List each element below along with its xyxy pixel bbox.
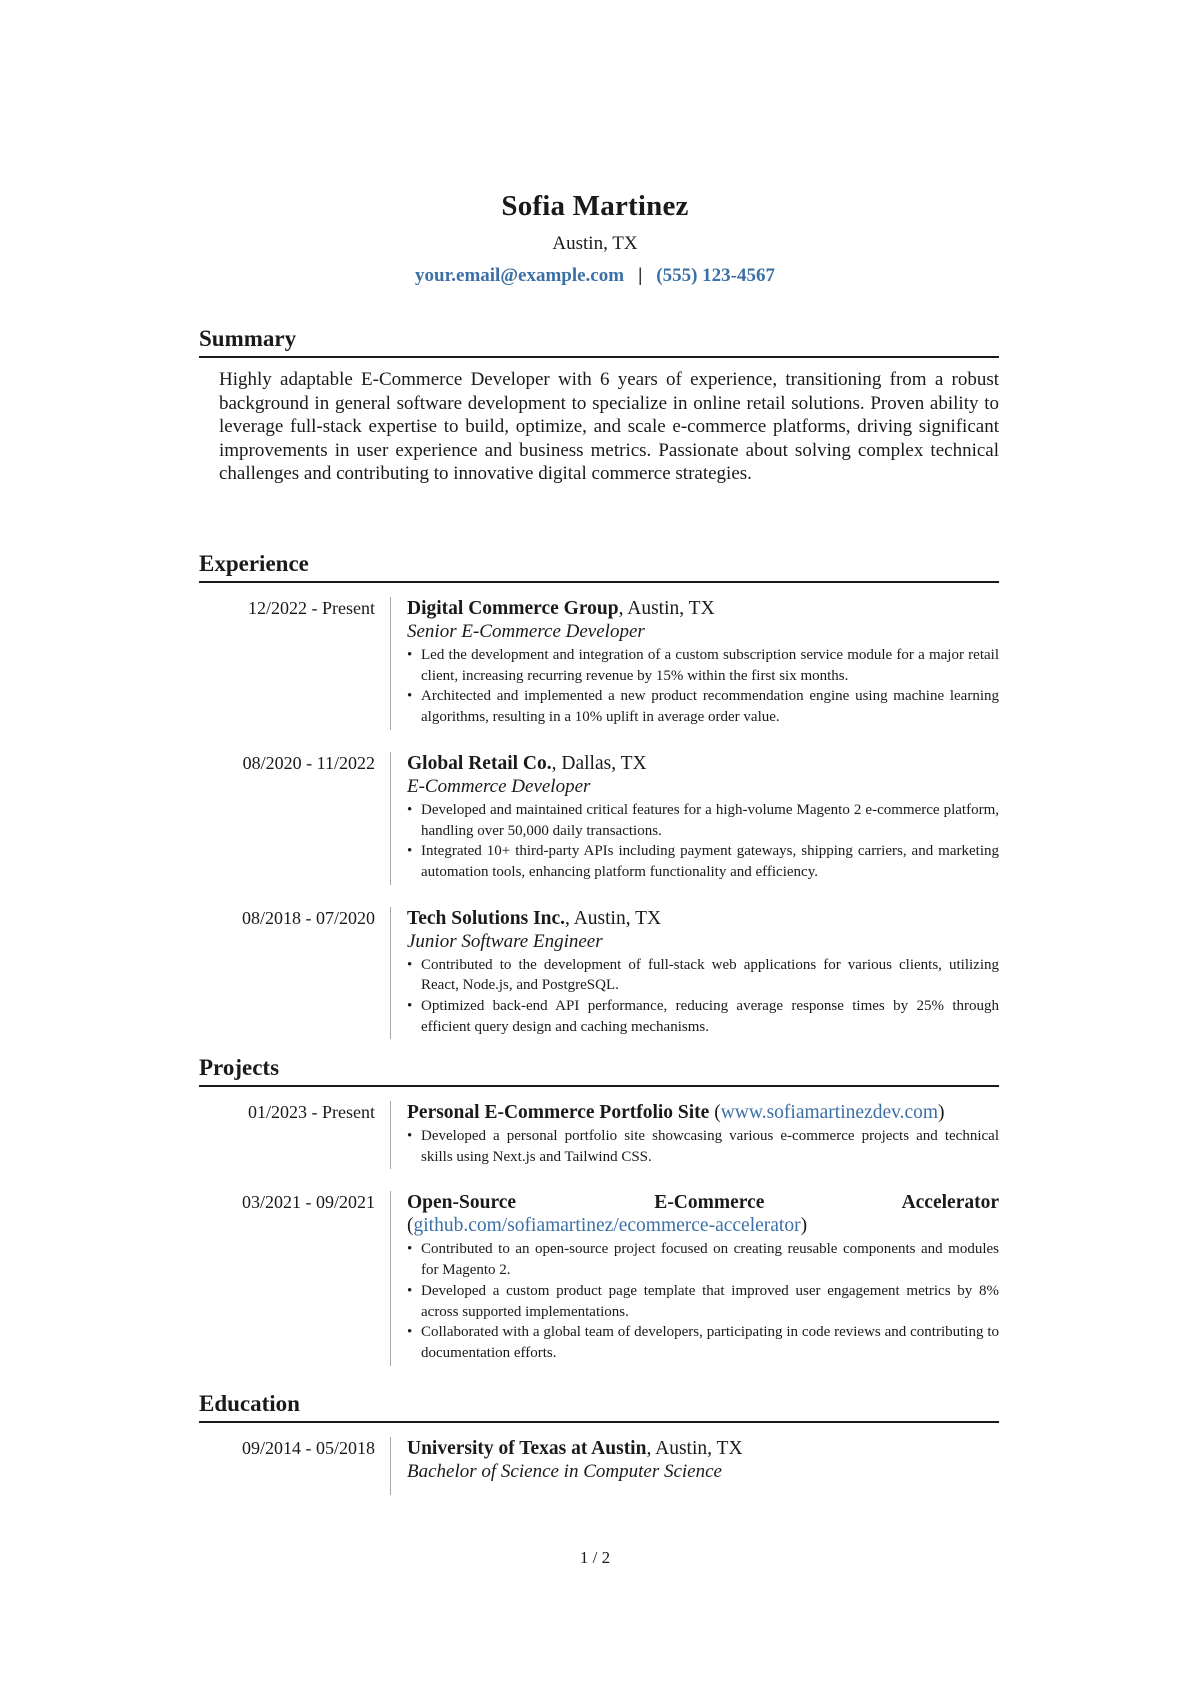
bullet-item: • Developed and maintained critical features for a high-volume Magento 2 e-commerce platform, handling over 50,000 daily transactions.: [407, 800, 999, 841]
job-title: Senior E-Commerce Developer: [407, 621, 645, 642]
resume-header: [0, 190, 1190, 287]
entry-date: 01/2023 - Present: [248, 1102, 375, 1122]
bullet-item: • Collaborated with a global team of developers, participating in code reviews and contributing to documentation efforts.: [407, 1322, 999, 1363]
company-name: Tech Solutions Inc.: [407, 907, 566, 929]
candidate-name: Sofia Martinez: [501, 190, 689, 222]
experience-entry: [199, 752, 999, 885]
company-name: Digital Commerce Group: [407, 598, 619, 619]
bullet-list: [407, 645, 999, 728]
entry-body: [390, 1437, 999, 1495]
project-heading: Open-Source E-Commerce Accelerator (github.com/sofiamartinez/ecommerce-accelerator): [407, 1192, 999, 1237]
bullet-item: • Developed a personal portfolio site showcasing various e-commerce projects and technical skills using Next.js and Tailwind CSS.: [407, 1126, 999, 1167]
bullet-item: • Integrated 10+ third-party APIs including payment gateways, shipping carriers, and marketing automation tools, enhancing platform functionality and efficiency.: [407, 841, 999, 882]
education-section: [199, 1391, 999, 1495]
candidate-location: Austin, TX: [552, 233, 638, 254]
page-number: 1 / 2: [579, 1548, 611, 1567]
contact-line: [0, 265, 1190, 287]
entry-org: [407, 1437, 999, 1460]
entry-date: 12/2022 - Present: [248, 598, 375, 618]
entry-date: 03/2021 - 09/2021: [242, 1192, 375, 1213]
entry-body: [390, 1101, 999, 1169]
degree: Bachelor of Science in Computer Science: [407, 1461, 722, 1482]
school-location: , Austin, TX: [646, 1438, 743, 1459]
bullet-list: [407, 1239, 999, 1363]
entry-body: [390, 1191, 999, 1365]
entry-date: 08/2018 - 07/2020: [242, 907, 375, 928]
experience-section: [199, 551, 999, 1039]
experience-entry: [199, 597, 999, 730]
section-title-experience: Experience: [199, 551, 999, 583]
entry-org: [407, 597, 999, 620]
project-link[interactable]: github.com/sofiamartinez/ecommerce-accelerator: [413, 1215, 801, 1237]
company-name: Global Retail Co.: [407, 752, 552, 774]
experience-entry: [199, 907, 999, 1040]
bullet-list: [407, 1126, 999, 1167]
phone-link[interactable]: (555) 123-4567: [656, 265, 775, 286]
bullet-item: • Contributed to an open-source project focused on creating reusable components and modules for Magento 2.: [407, 1239, 999, 1280]
bullet-item: • Developed a custom product page template that improved user engagement metrics by 8% across supported implementations.: [407, 1281, 999, 1322]
project-heading: Personal E-Commerce Portfolio Site (www.sofiamartinezdev.com): [407, 1102, 945, 1123]
bullet-list: [407, 955, 999, 1038]
project-link[interactable]: www.sofiamartinezdev.com: [720, 1102, 939, 1123]
contact-separator: |: [638, 265, 643, 286]
bullet-list: [407, 800, 999, 883]
school-name: University of Texas at Austin: [407, 1438, 647, 1459]
email-link[interactable]: your.email@example.com: [415, 265, 625, 286]
summary-text: Highly adaptable E-Commerce Developer with 6 years of experience, transitioning from a robust background in general software development to specialize in online retail solutions. Proven ability to leverage full-stack expertise to build, optimize, and scale e-commerce platforms, driving significant improvements in user experience and business metrics. Passionate about solving complex technical challenges and contributing to innovative digital commerce strategies.: [219, 369, 999, 485]
section-title-summary: Summary: [199, 326, 999, 358]
bullet-item: • Led the development and integration of a custom subscription service module for a major retail client, increasing recurring revenue by 15% within the first six months.: [407, 645, 999, 686]
job-title: E-Commerce Developer: [407, 775, 591, 797]
project-name: Open-Source E-Commerce Accelerator: [407, 1192, 999, 1214]
entry-date: 09/2014 - 05/2018: [242, 1438, 375, 1458]
section-title-projects: Projects: [199, 1055, 999, 1087]
projects-section: [199, 1055, 999, 1366]
summary-section: [199, 326, 999, 486]
entry-body: [390, 907, 999, 1040]
project-entry: [199, 1191, 999, 1365]
project-entry: [199, 1101, 999, 1169]
education-entry: [199, 1437, 999, 1495]
company-location: , Austin, TX: [618, 598, 715, 619]
entry-org: [407, 752, 999, 775]
project-name: Personal E-Commerce Portfolio Site: [407, 1102, 710, 1123]
bullet-item: • Architected and implemented a new product recommendation engine using machine learning algorithms, resulting in a 10% uplift in average order value.: [407, 686, 999, 727]
entry-body: [390, 752, 999, 885]
entry-date: 08/2020 - 11/2022: [242, 752, 375, 773]
entry-org: [407, 907, 999, 930]
entry-body: [390, 597, 999, 730]
section-title-education: Education: [199, 1391, 999, 1423]
bullet-item: • Contributed to the development of full-stack web applications for various clients, utilizing React, Node.js, and PostgreSQL.: [407, 955, 999, 996]
bullet-item: • Optimized back-end API performance, reducing average response times by 25% through efficient query design and caching mechanisms.: [407, 996, 999, 1037]
company-location: , Austin, TX: [565, 907, 662, 929]
company-location: , Dallas, TX: [551, 752, 647, 774]
job-title: Junior Software Engineer: [407, 930, 603, 952]
